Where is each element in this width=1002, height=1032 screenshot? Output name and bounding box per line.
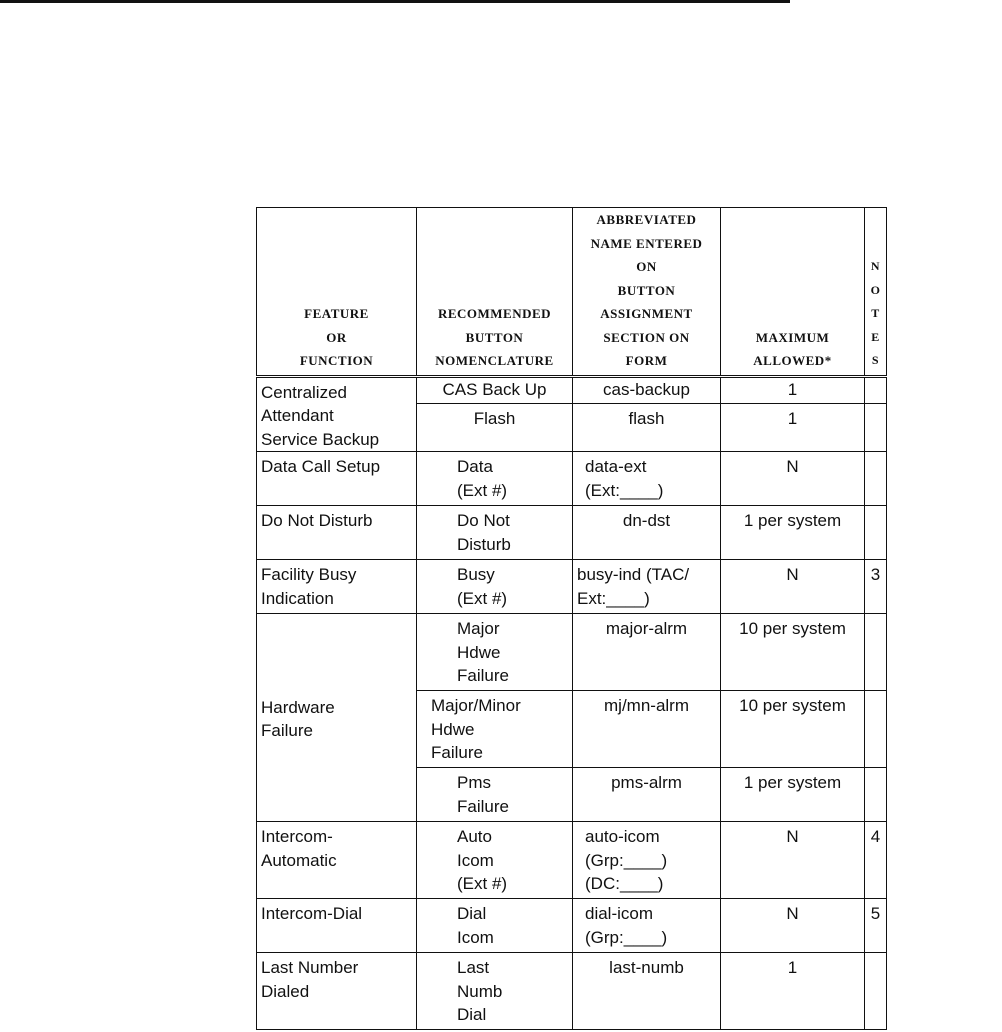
notes-cell [865, 506, 887, 560]
notes-cell [865, 403, 887, 451]
feature-cell: Centralized Attendant Service Backup [257, 376, 417, 452]
button-cell: Major Hdwe Failure [417, 614, 573, 691]
header-notes: N O T E S [865, 208, 887, 377]
table-row [257, 614, 887, 691]
abbr-cell: dial-icom (Grp:____) [573, 899, 721, 953]
notes-cell: 5 [865, 899, 887, 953]
notes-cell [865, 691, 887, 768]
max-cell: 1 [721, 376, 865, 403]
max-cell: N [721, 822, 865, 899]
max-cell: N [721, 560, 865, 614]
feature-cell: Intercom- Automatic [257, 822, 417, 899]
button-cell: Major/Minor Hdwe Failure [417, 691, 573, 768]
max-cell: 10 per system [721, 614, 865, 691]
button-cell: Flash [417, 403, 573, 451]
table-row [257, 560, 887, 614]
abbr-cell: auto-icom (Grp:____) (DC:____) [573, 822, 721, 899]
notes-cell [865, 614, 887, 691]
notes-cell: 3 [865, 560, 887, 614]
button-cell: Dial Icom [417, 899, 573, 953]
button-cell: Pms Failure [417, 768, 573, 822]
button-cell: CAS Back Up [417, 376, 573, 403]
table-row [257, 953, 887, 1030]
top-rule [0, 0, 790, 3]
abbr-cell: data-ext (Ext:____) [573, 452, 721, 506]
abbr-cell: cas-backup [573, 376, 721, 403]
header-feature: FEATURE OR FUNCTION [257, 208, 417, 377]
notes-cell [865, 768, 887, 822]
button-cell: Last Numb Dial [417, 953, 573, 1030]
max-cell: 1 [721, 953, 865, 1030]
feature-cell: Data Call Setup [257, 452, 417, 506]
table-row [257, 899, 887, 953]
header-button: RECOMMENDED BUTTON NOMENCLATURE [417, 208, 573, 377]
notes-cell [865, 953, 887, 1030]
max-cell: 1 per system [721, 506, 865, 560]
button-cell: Busy (Ext #) [417, 560, 573, 614]
feature-cell: Do Not Disturb [257, 506, 417, 560]
notes-cell [865, 452, 887, 506]
header-abbreviated: ABBREVIATED NAME ENTERED ON BUTTON ASSIGNMENT SECTION ON FORM [573, 208, 721, 377]
table-row [257, 506, 887, 560]
table-row [257, 452, 887, 506]
notes-cell [865, 376, 887, 403]
abbr-cell: flash [573, 403, 721, 451]
abbr-cell: last-numb [573, 953, 721, 1030]
feature-cell: Last Number Dialed [257, 953, 417, 1030]
abbr-cell: busy-ind (TAC/ Ext:____) [573, 560, 721, 614]
button-cell: Data (Ext #) [417, 452, 573, 506]
feature-cell: Intercom-Dial [257, 899, 417, 953]
abbr-cell: mj/mn-alrm [573, 691, 721, 768]
max-cell: 1 [721, 403, 865, 451]
button-cell: Do Not Disturb [417, 506, 573, 560]
header-maximum: MAXIMUM ALLOWED* [721, 208, 865, 377]
button-cell: Auto Icom (Ext #) [417, 822, 573, 899]
max-cell: 1 per system [721, 768, 865, 822]
abbr-cell: major-alrm [573, 614, 721, 691]
feature-cell: Hardware Failure [257, 614, 417, 822]
max-cell: 10 per system [721, 691, 865, 768]
abbr-cell: pms-alrm [573, 768, 721, 822]
table-row [257, 822, 887, 899]
button-assignment-table [256, 207, 887, 1030]
max-cell: N [721, 452, 865, 506]
max-cell: N [721, 899, 865, 953]
header-row [257, 208, 887, 377]
feature-cell: Facility Busy Indication [257, 560, 417, 614]
notes-cell: 4 [865, 822, 887, 899]
table-row [257, 376, 887, 403]
abbr-cell: dn-dst [573, 506, 721, 560]
